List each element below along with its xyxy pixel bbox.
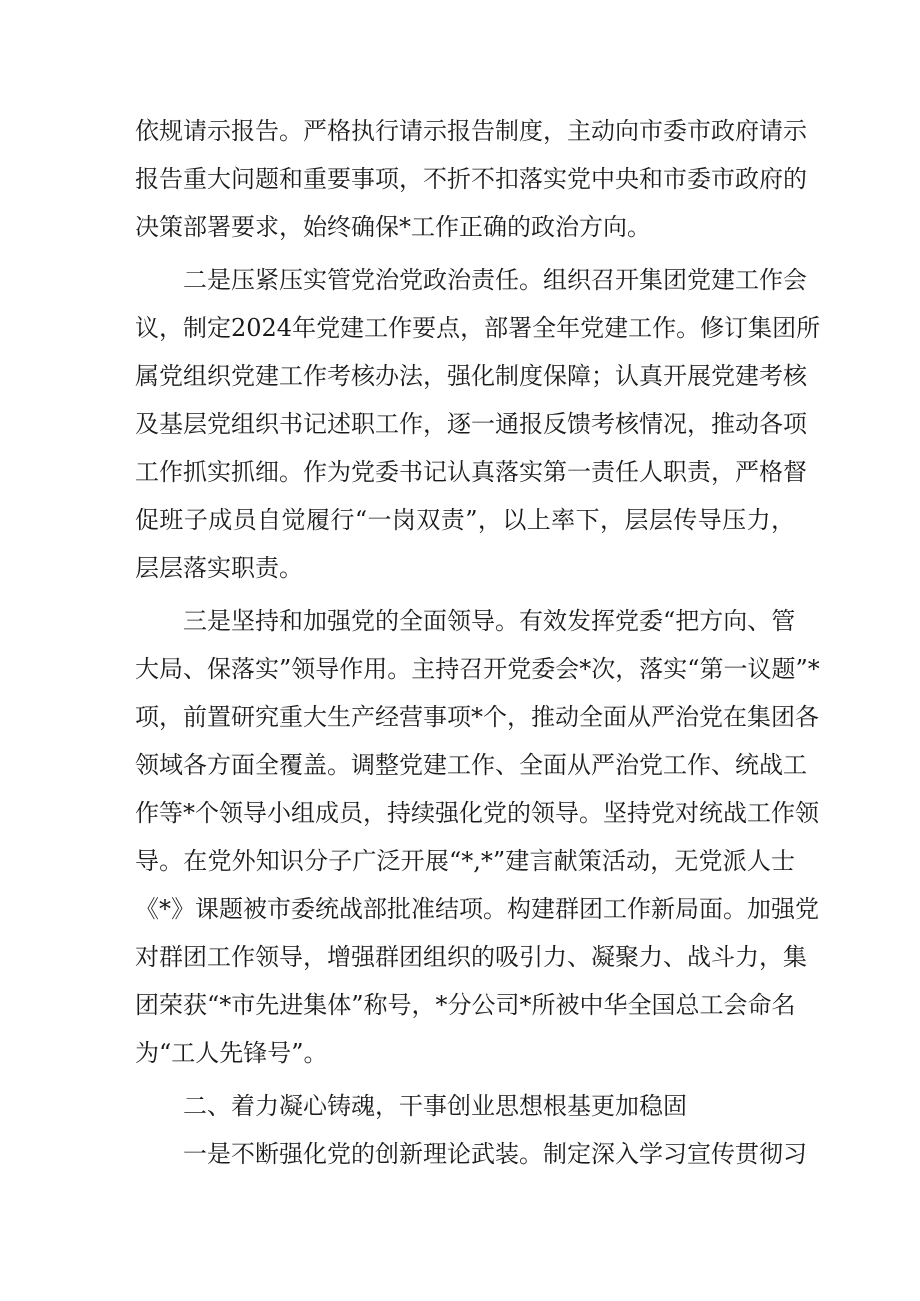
text-line-9: 促班子成员自觉履行“一岗双责”，以上率下，层层传导压力， bbox=[135, 506, 795, 534]
text-line-15: 作等*个领导小组成员，持续强化党的领导。坚持党对统战工作领 bbox=[135, 799, 819, 827]
text-line-16: 导。在党外知识分子广泛开展“*,*”建言献策活动，无党派人士 bbox=[135, 847, 795, 875]
text-line-5: 议，制定2024年党建工作要点，部署全年党建工作。修订集团所 bbox=[135, 314, 821, 342]
text-line-10: 层层落实职责。 bbox=[135, 554, 303, 582]
text-line-20: 为“工人先锋号”。 bbox=[135, 1039, 328, 1067]
text-line-12: 大局、保落实”领导作用。主持召开党委会*次，落实“第一议题”* bbox=[135, 655, 820, 683]
text-line-1: 依规请示报告。严格执行请示报告制度，主动向市委市政府请示 bbox=[135, 117, 807, 145]
text-line-22: 一是不断强化党的创新理论武装。制定深入学习宣传贯彻习 bbox=[183, 1140, 807, 1168]
text-line-17: 《*》课题被市委统战部批准结项。构建群团工作新局面。加强党 bbox=[135, 895, 819, 923]
text-line-11: 三是坚持和加强党的全面领导。有效发挥党委“把方向、管 bbox=[183, 607, 796, 635]
text-line-6: 属党组织党建工作考核办法，强化制度保障；认真开展党建考核 bbox=[135, 362, 807, 390]
text-line-4: 二是压紧压实管党治党政治责任。组织召开集团党建工作会 bbox=[183, 266, 807, 294]
text-line-14: 领域各方面全覆盖。调整党建工作、全面从严治党工作、统战工 bbox=[135, 751, 807, 779]
text-line-2: 报告重大问题和重要事项，不折不扣落实党中央和市委市政府的 bbox=[135, 165, 807, 193]
text-line-13: 项，前置研究重大生产经营事项*个，推动全面从严治党在集团各 bbox=[135, 703, 819, 731]
text-line-8: 工作抓实抓细。作为党委书记认真落实第一责任人职责，严格督 bbox=[135, 458, 807, 486]
text-line-7: 及基层党组织书记述职工作，逐一通报反馈考核情况，推动各项 bbox=[135, 410, 807, 438]
text-line-18: 对群团工作领导，增强群团组织的吸引力、凝聚力、战斗力，集 bbox=[135, 943, 807, 971]
section-heading: 二、着力凝心铸魂，干事创业思想根基更加稳固 bbox=[183, 1092, 687, 1120]
text-line-19: 团荣获“*市先进集体”称号，*分公司*所被中华全国总工会命名 bbox=[135, 991, 796, 1019]
text-line-3: 决策部署要求，始终确保*工作正确的政治方向。 bbox=[135, 213, 651, 241]
